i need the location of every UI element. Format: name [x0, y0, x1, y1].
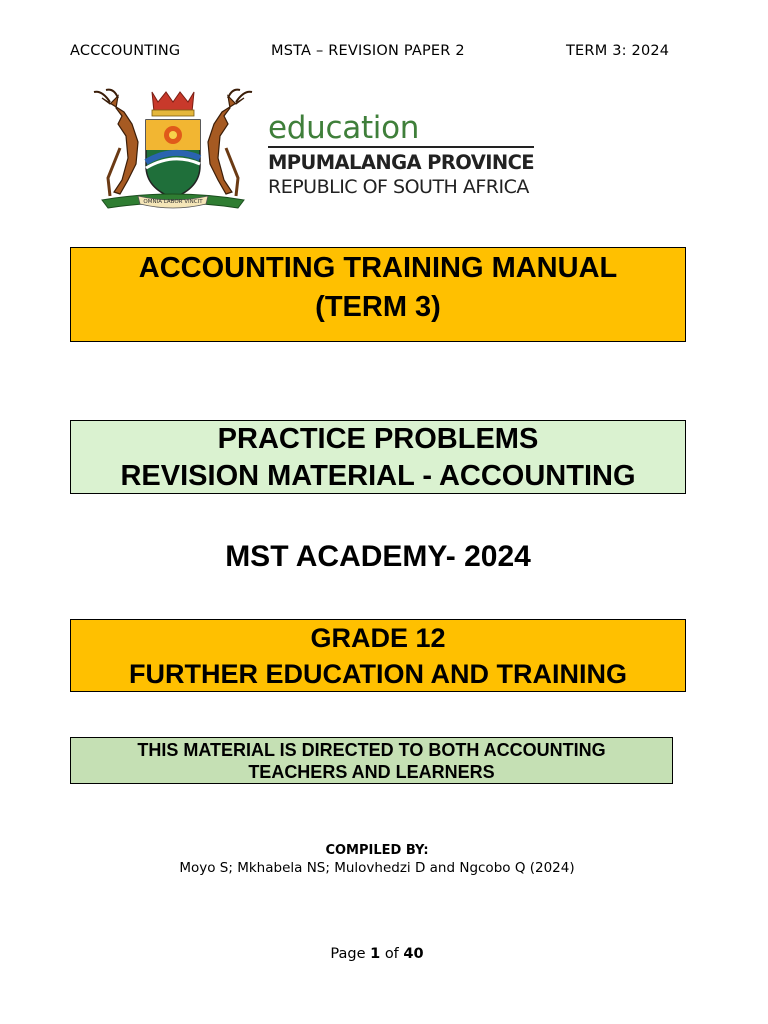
- audience-box: [70, 737, 673, 784]
- audience-line2: TEACHERS AND LEARNERS: [248, 762, 495, 782]
- header-term: TERM 3: 2024: [566, 43, 670, 59]
- header-subject: ACCCOUNTING: [70, 43, 181, 59]
- manual-title-box: [70, 247, 686, 342]
- audience-line1: THIS MATERIAL IS DIRECTED TO BOTH ACCOUNTING: [137, 740, 606, 760]
- compiled-by-label: COMPILED BY:: [325, 843, 429, 858]
- logo-education-word: education: [268, 110, 420, 146]
- logo-divider: [268, 146, 534, 148]
- logo-country: REPUBLIC OF SOUTH AFRICA: [268, 176, 529, 198]
- logo-province: MPUMALANGA PROVINCE: [268, 151, 535, 174]
- practice-line1: PRACTICE PROBLEMS: [217, 423, 539, 455]
- page-word: Page: [330, 946, 366, 962]
- coat-of-arms-icon: [88, 88, 258, 214]
- academy-title: MST ACADEMY- 2024: [225, 540, 531, 573]
- grade-line1: GRADE 12: [310, 623, 446, 653]
- manual-title-line1: ACCOUNTING TRAINING MANUAL: [138, 252, 618, 284]
- page-of-word: of: [384, 946, 399, 962]
- manual-title-line2: (TERM 3): [315, 291, 441, 323]
- department-logo: [88, 88, 548, 218]
- grade-line2: FURTHER EDUCATION AND TRAINING: [129, 659, 627, 689]
- page-current: 1: [370, 946, 381, 962]
- page-number: [0, 946, 754, 962]
- header-paper-title: MSTA – REVISION PAPER 2: [271, 43, 465, 59]
- practice-problems-box: [70, 420, 686, 494]
- practice-line2: REVISION MATERIAL - ACCOUNTING: [120, 460, 636, 492]
- page-total: 40: [403, 946, 424, 962]
- grade-box: [70, 619, 686, 692]
- svg-text:OMNIA LABOR VINCIT: OMNIA LABOR VINCIT: [143, 199, 203, 205]
- compiled-by-names: Moyo S; Mkhabela NS; Mulovhedzi D and Ngcobo Q (2024): [179, 860, 575, 876]
